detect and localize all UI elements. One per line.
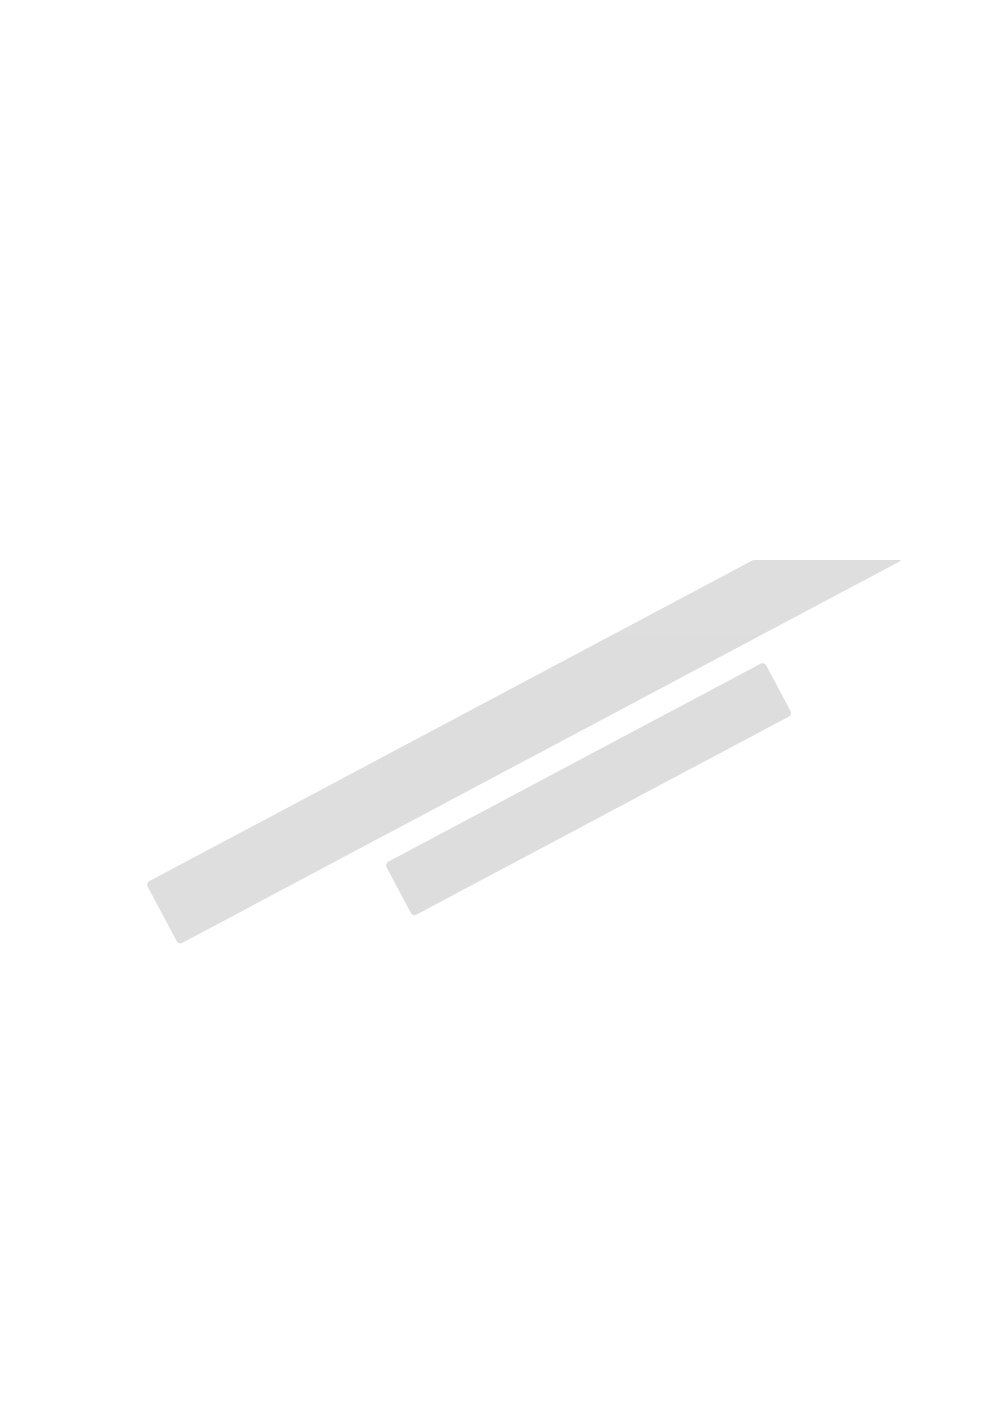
watermark xyxy=(100,560,992,980)
page-content xyxy=(150,112,842,154)
